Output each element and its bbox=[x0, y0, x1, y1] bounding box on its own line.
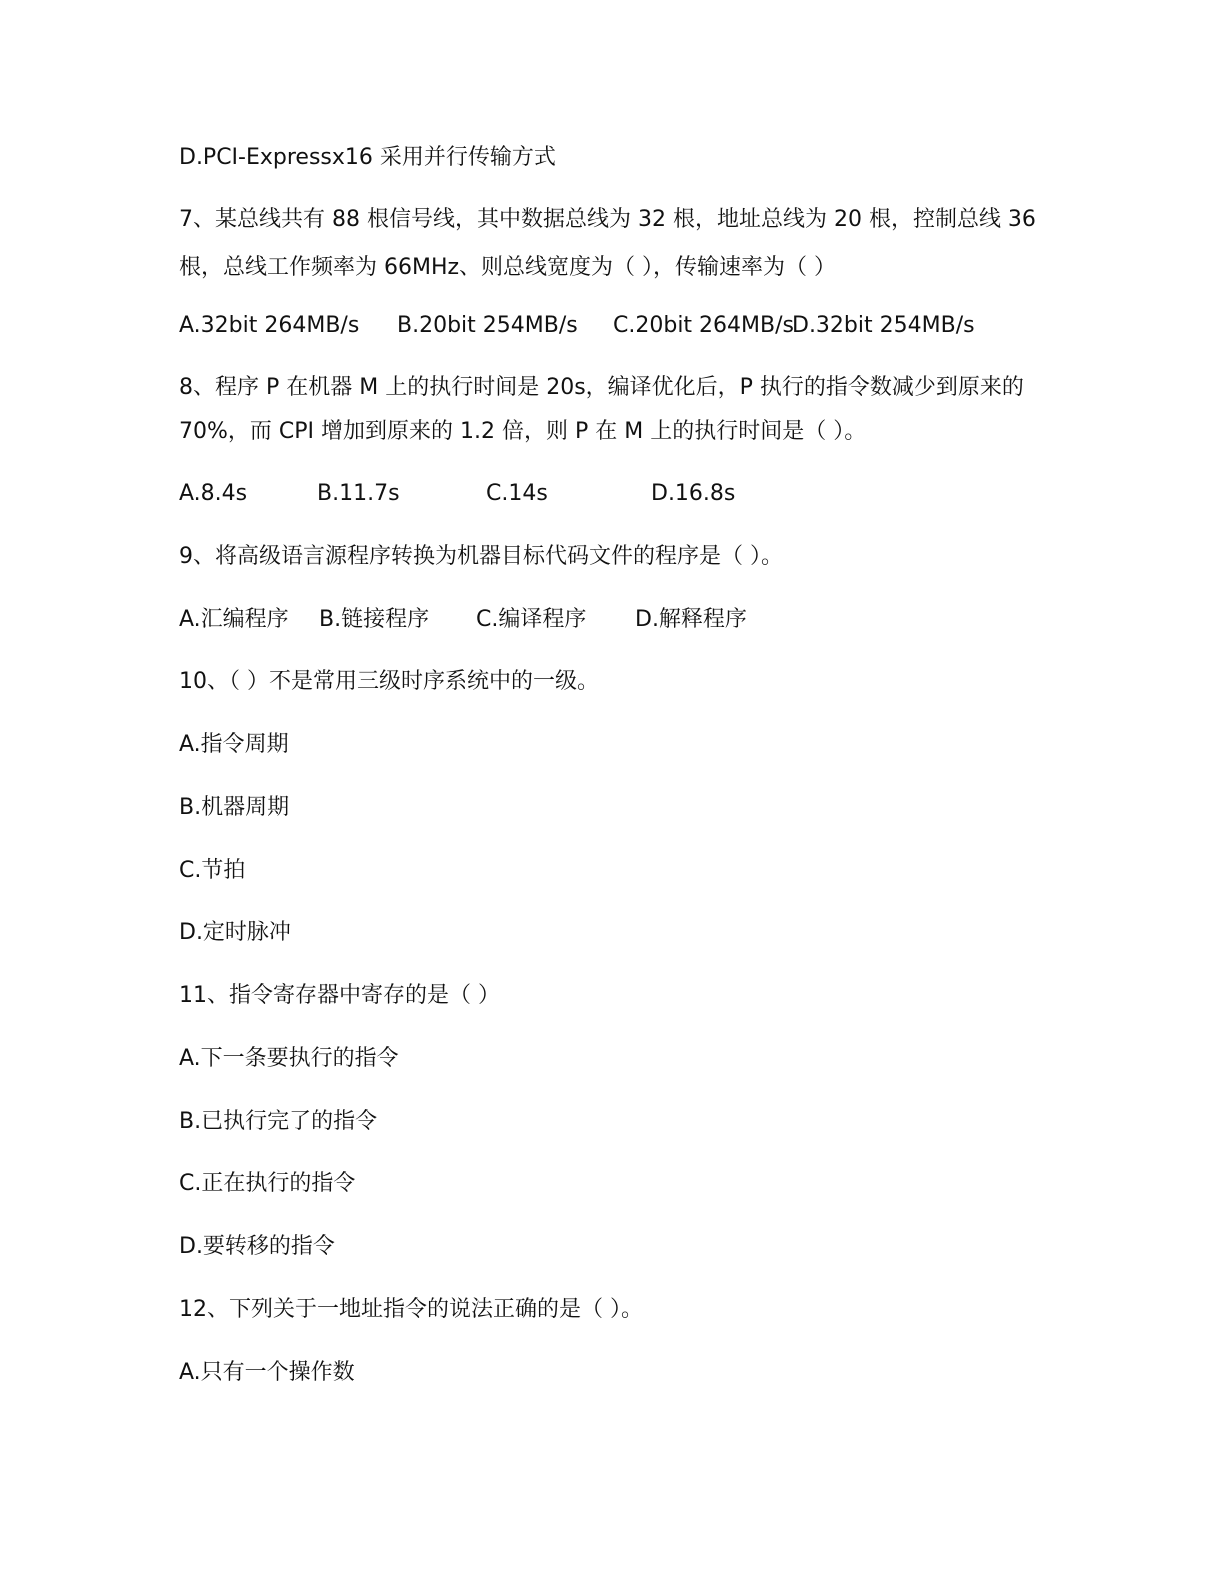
q8-question-line1: 8、程序 P 在机器 M 上的执行时间是 20s，编译优化后，P 执行的指令数减少到原来的 bbox=[179, 375, 1024, 400]
q10-option-a: A.指令周期 bbox=[179, 732, 289, 757]
q8-option-b: B.11.7s bbox=[317, 481, 400, 506]
q7-option-d: D.32bit 254MB/s bbox=[792, 313, 975, 338]
q11-option-b: B.已执行完了的指令 bbox=[179, 1109, 378, 1134]
q7-question-line1: 7、某总线共有 88 根信号线，其中数据总线为 32 根，地址总线为 20 根，控制总线 36 bbox=[179, 207, 1036, 232]
q8-option-a: A.8.4s bbox=[179, 481, 248, 506]
q10-option-b: B.机器周期 bbox=[179, 795, 290, 820]
q9-option-b: B.链接程序 bbox=[319, 607, 430, 632]
q8-option-c: C.14s bbox=[486, 481, 548, 506]
q7-option-c: C.20bit 264MB/s bbox=[613, 313, 794, 338]
q11-question: 11、指令寄存器中寄存的是（ ） bbox=[179, 983, 500, 1008]
q9-question: 9、将高级语言源程序转换为机器目标代码文件的程序是（ ）。 bbox=[179, 544, 783, 569]
q9-option-a: A.汇编程序 bbox=[179, 607, 289, 632]
q6-option-d: D.PCI-Expressx16 采用并行传输方式 bbox=[179, 145, 556, 170]
q9-options bbox=[179, 604, 1079, 636]
q8-question-line2: 70%，而 CPI 增加到原来的 1.2 倍，则 P 在 M 上的执行时间是（ ）。 bbox=[179, 419, 867, 444]
q7-option-b: B.20bit 254MB/s bbox=[397, 313, 578, 338]
q9-option-d: D.解释程序 bbox=[635, 607, 747, 632]
q10-option-d: D.定时脉冲 bbox=[179, 920, 291, 945]
q12-option-a: A.只有一个操作数 bbox=[179, 1360, 355, 1385]
q8-option-d: D.16.8s bbox=[651, 481, 736, 506]
q11-option-a: A.下一条要执行的指令 bbox=[179, 1046, 399, 1071]
q9-option-c: C.编译程序 bbox=[476, 607, 587, 632]
q12-question: 12、下列关于一地址指令的说法正确的是（ ）。 bbox=[179, 1297, 643, 1322]
q8-options bbox=[179, 478, 1079, 510]
q11-option-c: C.正在执行的指令 bbox=[179, 1171, 356, 1196]
q7-question-line2: 根，总线工作频率为 66MHz、则总线宽度为（ ），传输速率为（ ） bbox=[179, 255, 837, 280]
q10-question: 10、（ ）不是常用三级时序系统中的一级。 bbox=[179, 669, 599, 694]
q7-option-a: A.32bit 264MB/s bbox=[179, 313, 360, 338]
q11-option-d: D.要转移的指令 bbox=[179, 1234, 335, 1259]
q7-options bbox=[179, 310, 1079, 342]
q10-option-c: C.节拍 bbox=[179, 858, 246, 883]
